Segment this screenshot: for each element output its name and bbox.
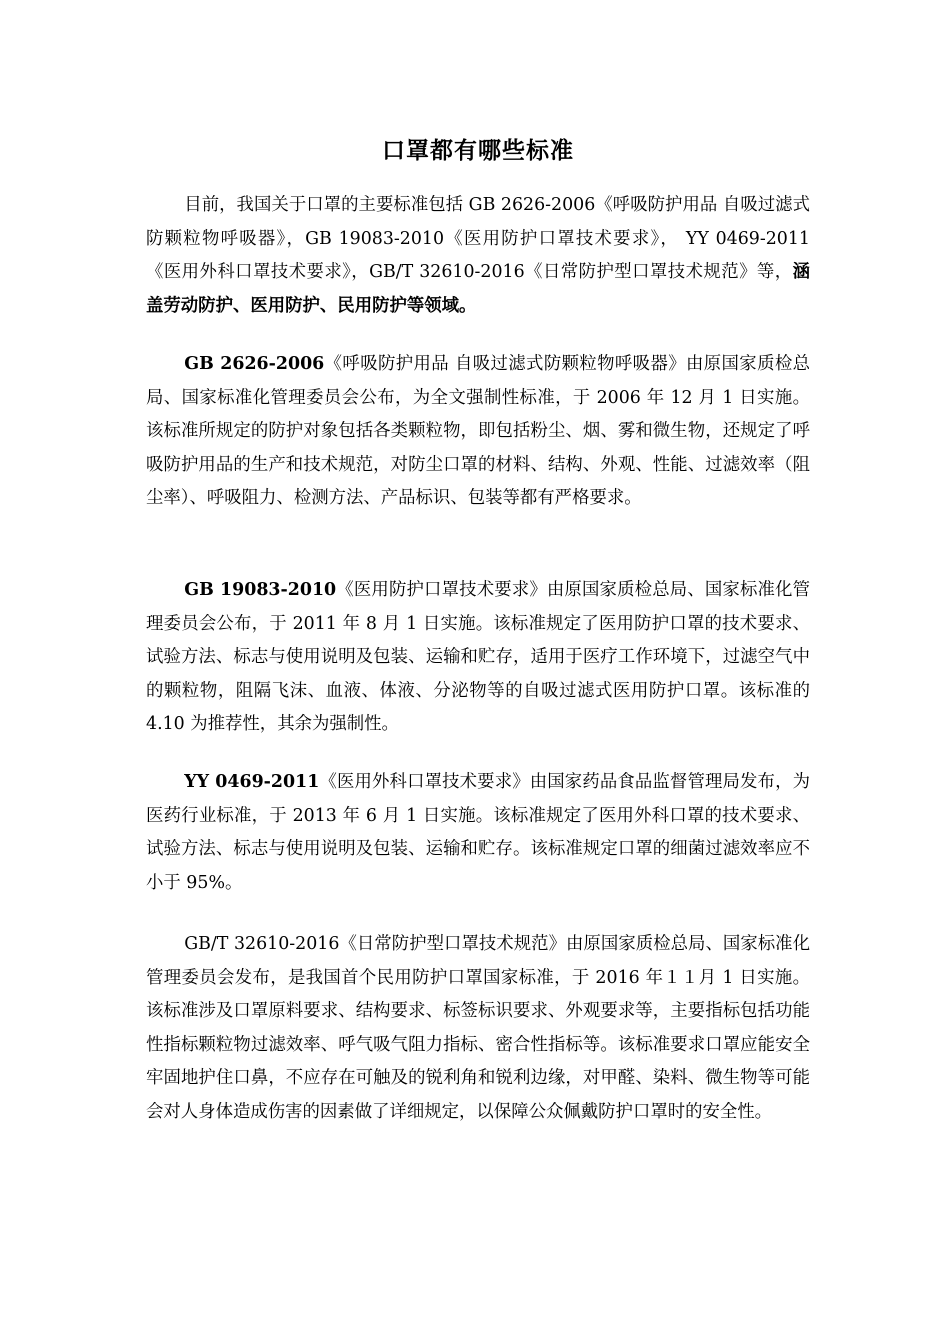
standard-code: GB 2626-2006: [184, 354, 325, 374]
paragraph-text: 《呼吸防护用品 自吸过滤式防颗粒物呼吸器》由原国家质检总局、国家标准化管理委员会公布，为全文强制性标准，于 2006 年 12 月 1 日实施。该标准所规定的防护对象包括各类颗粒物，即包括粉尘、烟、雾和微生物，还规定了呼吸防护用品的生产和技术规范，对防尘口罩的材料、结构、外观、性能、过滤效率（阻尘率）、呼吸阻力、检测方法、产品标识、包装等都有严格要求。: [146, 354, 810, 509]
paragraph-gb19083: [146, 574, 810, 742]
paragraph-text: 目前，我国关于口罩的主要标准包括 GB 2626-2006《呼吸防护用品 自吸过滤式防颗粒物呼吸器》，GB 19083-2010《医用防护口罩技术要求》， YY 0469-2011《医用外科口罩技术要求》，GB/T 32610-2016《日常防护型口罩技术规范》等，: [146, 195, 810, 283]
paragraph-text: 《医用外科口罩技术要求》由国家药品食品监督管理局发布，为医药行业标准，于 2013 年 6 月 1 日实施。该标准规定了医用外科口罩的技术要求、试验方法、标志与使用说明及包装、运输和贮存。该标准规定口罩的细菌过滤效率应不小于 95%。: [146, 772, 810, 893]
paragraph-gb2626: [146, 348, 810, 516]
paragraph-text: GB/T 32610-2016《日常防护型口罩技术规范》由原国家质检总局、国家标准化管理委员会发布，是我国首个民用防护口罩国家标准，于 2016 年１１月 1 日实施。该标准涉及口罩原料要求、结构要求、标签标识要求、外观要求等，主要指标包括功能性指标颗粒物过滤效率、呼气吸气阻力指标、密合性指标等。该标准要求口罩应能安全牢固地护住口鼻，不应存在可触及的锐利角和锐利边缘，对甲醛、染料、微生物等可能会对人身体造成伤害的因素做了详细规定，以保障公众佩戴防护口罩时的安全性。: [146, 934, 810, 1122]
paragraph-yy0469: [146, 766, 810, 900]
standard-code: YY 0469-2011: [184, 772, 320, 792]
paragraph-bold-tail: 涵盖劳动防护、医用防护、民用防护等领域。: [146, 262, 810, 316]
document-title: 口罩都有哪些标准: [382, 138, 574, 164]
standard-code: GB 19083-2010: [184, 580, 337, 600]
paragraph-gbt32610: [146, 928, 810, 1130]
paragraph-text: 《医用防护口罩技术要求》由原国家质检总局、国家标准化管理委员会公布，于 2011 年 8 月 1 日实施。该标准规定了医用防护口罩的技术要求、试验方法、标志与使用说明及包装、运输和贮存，适用于医疗工作环境下，过滤空气中的颗粒物，阻隔飞沫、血液、体液、分泌物等的自吸过滤式医用防护口罩。该标准的 4.10 为推荐性，其余为强制性。: [146, 580, 810, 735]
paragraph-overview: [146, 189, 810, 323]
